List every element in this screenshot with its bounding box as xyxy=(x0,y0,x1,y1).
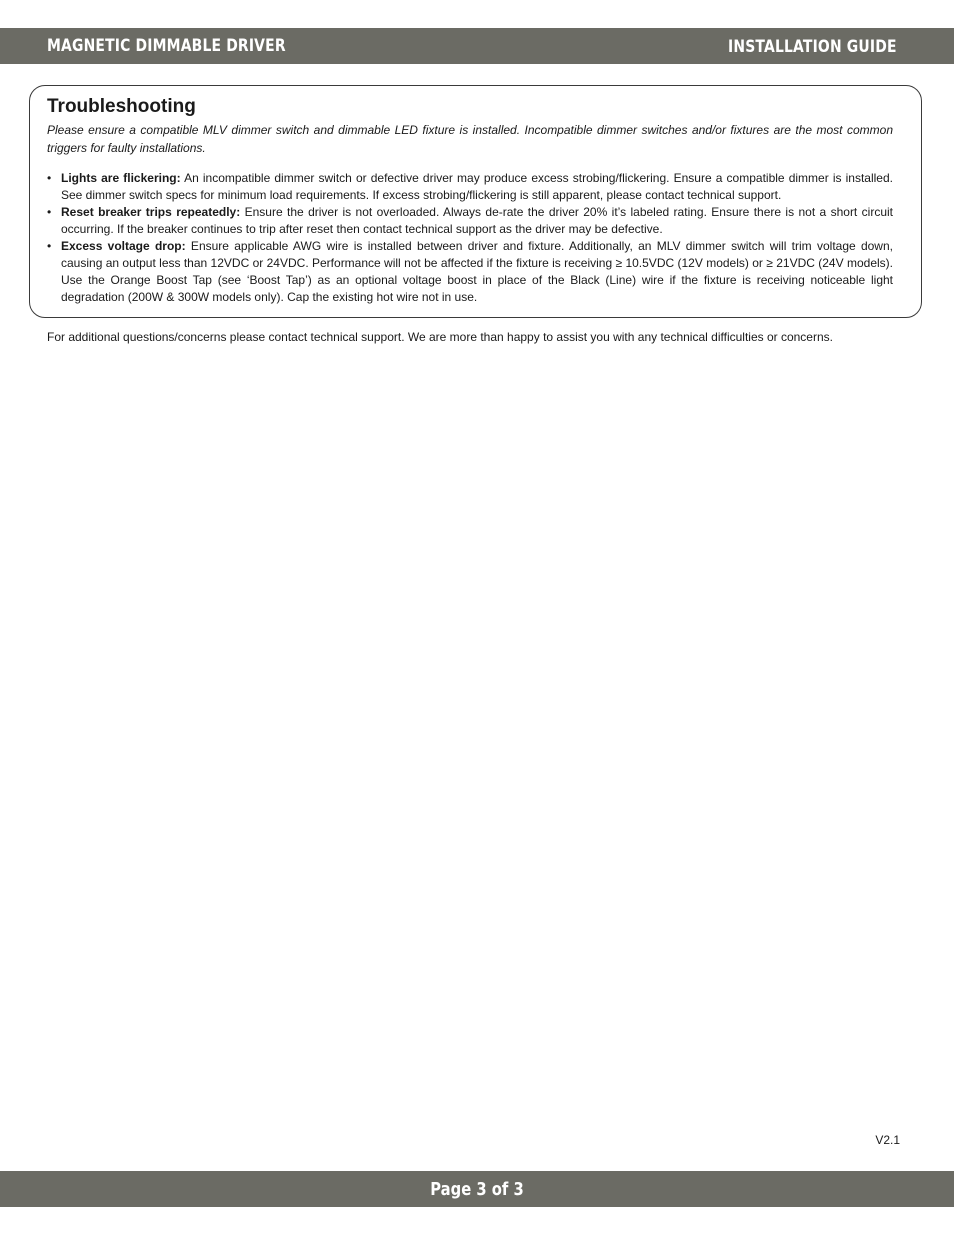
item-text: An incompatible dimmer switch or defective driver may produce excess strobing/flickering. Ensure a compatible dimmer is installed. See dimmer switch specs for minimum load requirements. If excess strobing/flickering is still apparent, please contact technical support. xyxy=(61,171,893,202)
list-item xyxy=(47,170,893,204)
troubleshooting-heading: Troubleshooting xyxy=(47,96,196,117)
list-item xyxy=(47,238,893,306)
header-bar xyxy=(0,28,954,64)
support-note: For additional questions/concerns please contact technical support. We are more than happy to assist you with any technical difficulties or concerns. xyxy=(47,330,833,344)
bullet-icon: • xyxy=(47,171,52,185)
bullet-icon: • xyxy=(47,205,52,219)
document-title: MAGNETIC DIMMABLE DRIVER xyxy=(47,36,286,56)
item-text: Ensure applicable AWG wire is installed between driver and fixture. Additionally, an MLV dimmer switch will trim voltage down, causing an output less than 12VDC or 24VDC. Performance will not be affected if the fixture is receiving ≥ 10.5VDC (12V models) or ≥ 21VDC (24V models). Use the Orange Boost Tap (see ‘Boost Tap’) as an optional voltage boost in place of the Black (Line) wire if the fixture is receiving noticeable light degradation (200W & 300W models only). Cap the existing hot wire not in use. xyxy=(61,239,893,304)
page-number: Page 3 of 3 xyxy=(430,1179,524,1200)
troubleshooting-intro: Please ensure a compatible MLV dimmer switch and dimmable LED fixture is installed. Incompatible dimmer switches and/or fixtures are the most common triggers for faulty installations. xyxy=(47,123,893,155)
troubleshooting-list xyxy=(47,170,893,306)
bullet-icon: • xyxy=(47,239,52,253)
troubleshooting-panel xyxy=(29,85,922,318)
item-lead: Reset breaker trips repeatedly: xyxy=(61,205,241,219)
list-item xyxy=(47,204,893,238)
footer-bar xyxy=(0,1171,954,1207)
item-text: Ensure the driver is not overloaded. Always de-rate the driver 20% it’s labeled rating. Ensure there is not a short circuit occurring. If the breaker continues to trip after reset then contact technical support as the driver may be defective. xyxy=(61,205,893,236)
item-lead: Excess voltage drop: xyxy=(61,239,186,253)
document-type: INSTALLATION GUIDE xyxy=(728,37,897,57)
item-lead: Lights are flickering: xyxy=(61,171,181,185)
version-label: V2.1 xyxy=(875,1133,900,1147)
